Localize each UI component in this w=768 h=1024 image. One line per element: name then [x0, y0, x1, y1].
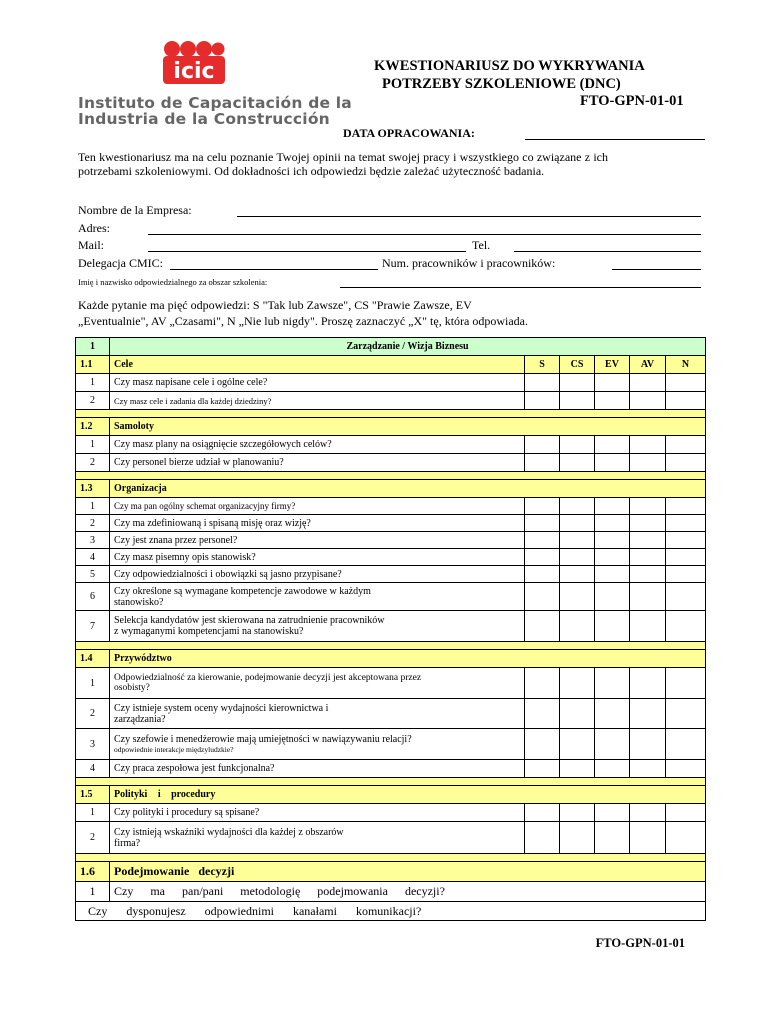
section-row [76, 786, 706, 804]
question-num: 7 [76, 611, 110, 642]
answer-cell[interactable] [595, 699, 630, 729]
question-text [110, 699, 525, 729]
question-text: Czy ma zdefiniowaną i spisaną misję oraz wizję? [110, 515, 525, 532]
section-num: 1.6 [76, 862, 110, 882]
question-text-line1: Czy istnieje system oceny wydajności kierownictwa i [114, 702, 329, 714]
answer-cell[interactable] [666, 454, 706, 472]
spacer-row [76, 472, 706, 480]
section-title: Samoloty [110, 418, 706, 436]
logo-text: icic [173, 59, 215, 84]
responsible-input-line[interactable] [340, 287, 701, 288]
company-label: Nombre de la Empresa: [78, 203, 192, 217]
question-text: Czy masz napisane cele i ogólne cele? [110, 374, 525, 392]
question-text-line2: firma? [114, 837, 141, 849]
question-text-line2: osobisty? [114, 683, 150, 693]
question-num: 4 [76, 549, 110, 566]
question-text: Czy jest znana przez personel? [110, 532, 525, 549]
answer-cell[interactable] [560, 392, 595, 410]
address-input-line[interactable] [148, 234, 701, 235]
question-row [76, 804, 706, 822]
date-input-line[interactable] [525, 139, 705, 140]
question-text [110, 583, 525, 611]
answer-cell[interactable] [560, 760, 595, 778]
question-row [76, 699, 706, 729]
answer-cell[interactable] [560, 699, 595, 729]
answer-cell[interactable] [630, 729, 666, 760]
question-num: 6 [76, 583, 110, 611]
question-row [76, 583, 706, 611]
question-num: 2 [76, 515, 110, 532]
date-label: DATA OPRACOWANIA: [343, 126, 475, 140]
answer-header-av: AV [630, 356, 666, 374]
answer-cell[interactable] [560, 583, 595, 611]
section-num: 1.2 [76, 418, 110, 436]
section-num: 1.4 [76, 650, 110, 668]
spacer-cell [76, 410, 706, 418]
answer-cell[interactable] [630, 454, 666, 472]
question-num: 2 [76, 454, 110, 472]
question-row [76, 729, 706, 760]
question-num: 1 [76, 436, 110, 454]
answer-cell[interactable] [630, 566, 666, 583]
answer-cell[interactable] [630, 532, 666, 549]
question-row [76, 532, 706, 549]
question-num: 3 [76, 532, 110, 549]
answer-cell[interactable] [560, 822, 595, 854]
answer-cell[interactable] [525, 611, 560, 642]
section-row [76, 356, 706, 374]
answer-cell[interactable] [595, 729, 630, 760]
answer-cell[interactable] [666, 804, 706, 822]
delegation-label: Delegacja CMIC: [78, 256, 163, 270]
answer-cell[interactable] [560, 611, 595, 642]
answer-cell[interactable] [666, 760, 706, 778]
question-num: 4 [76, 760, 110, 778]
answer-cell[interactable] [630, 549, 666, 566]
section-title: Podejmowanie decyzji [110, 862, 706, 882]
answer-cell[interactable] [525, 374, 560, 392]
spacer-cell [76, 472, 706, 480]
answer-cell[interactable] [525, 532, 560, 549]
spacer-cell [76, 642, 706, 650]
spacer-row [76, 854, 706, 862]
answer-cell[interactable] [666, 822, 706, 854]
question-row [76, 822, 706, 854]
answer-cell[interactable] [525, 668, 560, 699]
answer-cell[interactable] [630, 583, 666, 611]
spacer-row [76, 410, 706, 418]
answer-cell[interactable] [560, 515, 595, 532]
mail-input-line[interactable] [148, 251, 466, 252]
question-text-line1: Odpowiedzialność za kierowanie, podejmowanie decyzji jest akceptowana przez [114, 673, 422, 683]
instructions-line2: „Eventualnie", AV „Czasami", N „Nie lub nigdy". Proszę zaznaczyć „X" tę, która odpowiada. [78, 314, 529, 328]
answer-cell[interactable] [666, 374, 706, 392]
header-num: 1 [76, 338, 110, 356]
employees-input-line[interactable] [612, 269, 701, 270]
question-text-line1: Czy istnieją wskaźniki wydajności dla każdej z obszarów [114, 826, 344, 838]
question-row [76, 902, 706, 921]
answer-cell[interactable] [525, 498, 560, 515]
answer-cell[interactable] [666, 549, 706, 566]
questionnaire-table [75, 337, 706, 921]
question-num: 1 [76, 804, 110, 822]
question-row [76, 760, 706, 778]
answer-cell[interactable] [560, 566, 595, 583]
answer-cell[interactable] [525, 822, 560, 854]
tel-input-line[interactable] [514, 251, 701, 252]
question-num: 1 [76, 668, 110, 699]
answer-cell[interactable] [560, 668, 595, 699]
answer-cell[interactable] [630, 611, 666, 642]
answer-cell[interactable] [525, 566, 560, 583]
answer-header-n: N [666, 356, 706, 374]
answer-cell[interactable] [630, 374, 666, 392]
answer-cell[interactable] [595, 549, 630, 566]
answer-cell[interactable] [666, 566, 706, 583]
answer-cell[interactable] [666, 583, 706, 611]
spacer-row [76, 642, 706, 650]
answer-cell[interactable] [560, 374, 595, 392]
section-num: 1.5 [76, 786, 110, 804]
section-row [76, 862, 706, 882]
answer-cell[interactable] [560, 498, 595, 515]
icic-logo [163, 40, 225, 84]
question-text-line1: Czy szefowie i menedżerowie mają umiejętności w nawiązywaniu relacji? [114, 734, 412, 745]
question-text: Czy ma pan/pani metodologię podejmowania decyzji? [110, 882, 706, 902]
question-num: 2 [76, 822, 110, 854]
answer-cell[interactable] [595, 498, 630, 515]
answer-cell[interactable] [595, 668, 630, 699]
answer-cell[interactable] [525, 436, 560, 454]
question-text [110, 822, 525, 854]
question-num: 1 [76, 498, 110, 515]
question-text [110, 668, 525, 699]
answer-cell[interactable] [666, 498, 706, 515]
answer-cell[interactable] [595, 583, 630, 611]
answer-header-cs: CS [560, 356, 595, 374]
answer-cell[interactable] [630, 515, 666, 532]
table-header-row [76, 338, 706, 356]
answer-cell[interactable] [595, 760, 630, 778]
answer-cell[interactable] [630, 822, 666, 854]
spacer-cell [76, 854, 706, 862]
spacer-cell [76, 778, 706, 786]
section-row [76, 418, 706, 436]
doc-title-line1: KWESTIONARIUSZ DO WYKRYWANIA [374, 58, 645, 74]
answer-cell[interactable] [630, 392, 666, 410]
instructions-line1: Każde pytanie ma pięć odpowiedzi: S "Tak lub Zawsze", CS "Prawie Zawsze, EV [78, 298, 472, 312]
delegation-input-line[interactable] [170, 269, 378, 270]
answer-cell[interactable] [560, 804, 595, 822]
answer-cell[interactable] [525, 515, 560, 532]
tel-label: Tel. [472, 238, 491, 252]
answer-cell[interactable] [666, 532, 706, 549]
question-num: 2 [76, 699, 110, 729]
question-num: 3 [76, 729, 110, 760]
answer-cell[interactable] [560, 549, 595, 566]
answer-cell[interactable] [666, 668, 706, 699]
answer-cell[interactable] [666, 729, 706, 760]
answer-cell[interactable] [666, 392, 706, 410]
answer-cell[interactable] [630, 699, 666, 729]
question-text-line1: Selekcja kandydatów jest skierowana na zatrudnienie pracowników [114, 615, 385, 626]
answer-cell[interactable] [525, 454, 560, 472]
question-text-line2: odpowiednie interakcje międzyludzkie? [114, 745, 234, 754]
spacer-row [76, 778, 706, 786]
answer-cell[interactable] [595, 611, 630, 642]
question-row [76, 392, 706, 410]
org-name-line2: Industria de la Construcción [78, 110, 330, 128]
answer-cell[interactable] [525, 699, 560, 729]
question-text-line2: stanowisko? [114, 596, 164, 608]
answer-cell[interactable] [560, 729, 595, 760]
question-row [76, 549, 706, 566]
question-text-line2: z wymaganymi kompetencjami na stanowisku? [114, 626, 304, 637]
question-text-line2: zarządzania? [114, 713, 166, 725]
question-text: Czy polityki i procedury są spisane? [110, 804, 525, 822]
section-title: Przywództwo [110, 650, 706, 668]
answer-cell[interactable] [666, 515, 706, 532]
question-text: Czy masz cele i zadania dla każdej dziedziny? [110, 392, 525, 410]
question-row [76, 436, 706, 454]
answer-cell[interactable] [630, 760, 666, 778]
answer-cell[interactable] [560, 532, 595, 549]
answer-cell[interactable] [525, 804, 560, 822]
section-num: 1.3 [76, 480, 110, 498]
answer-cell[interactable] [525, 729, 560, 760]
question-row [76, 882, 706, 902]
answer-header-s: S [525, 356, 560, 374]
question-text: Czy praca zespołowa jest funkcjonalna? [110, 760, 525, 778]
header-title: Zarządzanie / Wizja Biznesu [110, 338, 706, 356]
answer-cell[interactable] [525, 549, 560, 566]
question-row [76, 611, 706, 642]
section-row [76, 650, 706, 668]
answer-cell[interactable] [630, 436, 666, 454]
answer-cell[interactable] [666, 699, 706, 729]
question-row [76, 515, 706, 532]
answer-cell[interactable] [525, 392, 560, 410]
question-text [110, 729, 525, 760]
address-label: Adres: [78, 221, 110, 235]
answer-cell[interactable] [595, 515, 630, 532]
question-text: Czy personel bierze udział w planowaniu? [110, 454, 525, 472]
answer-cell[interactable] [595, 532, 630, 549]
answer-cell[interactable] [630, 668, 666, 699]
question-row [76, 498, 706, 515]
question-text: Czy masz pisemny opis stanowisk? [110, 549, 525, 566]
footer-code: FTO-GPN-01-01 [595, 936, 685, 950]
question-text: Czy dysponujesz odpowiednimi kanałami komunikacji? [76, 902, 706, 921]
section-num: 1.1 [76, 356, 110, 374]
section-title: Cele [110, 356, 525, 374]
question-text: Czy masz plany na osiągnięcie szczegółowych celów? [110, 436, 525, 454]
answer-cell[interactable] [525, 583, 560, 611]
question-num: 1 [76, 374, 110, 392]
doc-title-line2: POTRZEBY SZKOLENIOWE (DNC) [382, 76, 621, 92]
answer-cell[interactable] [595, 804, 630, 822]
answer-cell[interactable] [595, 454, 630, 472]
question-num: 5 [76, 566, 110, 583]
company-input-line[interactable] [237, 216, 701, 217]
org-name-line1: Instituto de Capacitación de la [78, 94, 352, 112]
answer-cell[interactable] [666, 611, 706, 642]
answer-cell[interactable] [630, 804, 666, 822]
answer-cell[interactable] [595, 374, 630, 392]
question-row [76, 374, 706, 392]
employees-label: Num. pracowników i pracowników: [382, 256, 556, 270]
intro-text: Ten kwestionariusz ma na celu poznanie Twojej opinii na temat swojej pracy i wszystkiego co związane z ich potrzebami szkoleniowymi. Od dokładności ich odpowiedzi będzie zależać użyteczność badania. [78, 150, 608, 178]
answer-cell[interactable] [666, 436, 706, 454]
answer-cell[interactable] [595, 436, 630, 454]
mail-label: Mail: [78, 238, 104, 252]
section-title: Polityki i procedury [110, 786, 706, 804]
question-text-line1: Czy określone są wymagane kompetencje zawodowe w każdym [114, 585, 371, 597]
answer-cell[interactable] [595, 822, 630, 854]
question-row [76, 454, 706, 472]
answer-cell[interactable] [560, 454, 595, 472]
question-row [76, 566, 706, 583]
answer-cell[interactable] [595, 566, 630, 583]
section-row [76, 480, 706, 498]
question-text: Czy odpowiedzialności i obowiązki są jasno przypisane? [110, 566, 525, 583]
answer-cell[interactable] [595, 392, 630, 410]
question-text [110, 611, 525, 642]
answer-header-ev: EV [595, 356, 630, 374]
question-num: 1 [76, 882, 110, 902]
question-num: 2 [76, 392, 110, 410]
doc-code: FTO-GPN-01-01 [580, 93, 684, 109]
question-row [76, 668, 706, 699]
answer-cell[interactable] [630, 498, 666, 515]
question-text: Czy ma pan ogólny schemat organizacyjny firmy? [110, 498, 525, 515]
answer-cell[interactable] [560, 436, 595, 454]
answer-cell[interactable] [525, 760, 560, 778]
responsible-label: Imię i nazwisko odpowiedzialnego za obszar szkolenia: [78, 277, 268, 287]
section-title: Organizacja [110, 480, 706, 498]
